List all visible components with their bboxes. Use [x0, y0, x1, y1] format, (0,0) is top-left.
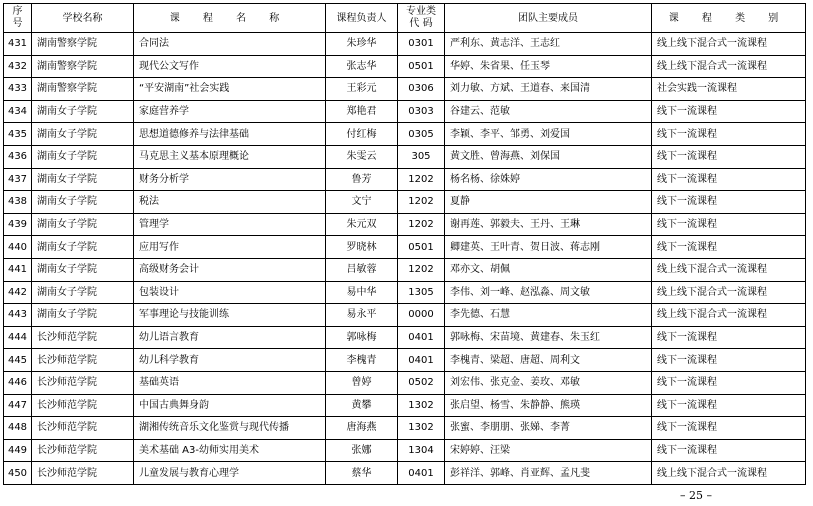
cell-school: 长沙师范学院 [32, 417, 134, 440]
cell-code: 0301 [398, 33, 445, 56]
cell-no: 434 [4, 100, 32, 123]
cell-members: 李伟、刘一峰、赵泓淼、周文敏 [445, 281, 652, 304]
cell-no: 444 [4, 326, 32, 349]
cell-school: 湖南女子学院 [32, 304, 134, 327]
cell-school: 湖南警察学院 [32, 33, 134, 56]
cell-school: 湖南女子学院 [32, 213, 134, 236]
table-row [4, 55, 806, 78]
cell-members: 严利东、黄志洋、王志红 [445, 33, 652, 56]
cell-course: 思想道德修养与法律基础 [134, 123, 326, 146]
cell-code: 1304 [398, 439, 445, 462]
cell-members: 刘力敏、方斌、王道春、来国清 [445, 78, 652, 101]
cell-leader: 李槐青 [326, 349, 398, 372]
cell-school: 长沙师范学院 [32, 439, 134, 462]
cell-category: 线下一流课程 [652, 349, 806, 372]
cell-course: 财务分析学 [134, 168, 326, 191]
header-code-line2: 代 码 [409, 18, 433, 29]
cell-no: 439 [4, 213, 32, 236]
cell-code: 0303 [398, 100, 445, 123]
cell-members: 张启望、杨雪、朱静静、熊瑛 [445, 394, 652, 417]
cell-category: 社会实践一流课程 [652, 78, 806, 101]
cell-code: 1202 [398, 213, 445, 236]
header-leader: 课程负责人 [326, 4, 398, 33]
header-seq-line1: 序 [12, 6, 23, 17]
cell-leader: 王彩元 [326, 78, 398, 101]
cell-no: 441 [4, 258, 32, 281]
cell-category: 线上线下混合式一流课程 [652, 304, 806, 327]
cell-no: 448 [4, 417, 32, 440]
cell-category: 线下一流课程 [652, 123, 806, 146]
table-row [4, 281, 806, 304]
cell-category: 线上线下混合式一流课程 [652, 462, 806, 485]
cell-school: 湖南女子学院 [32, 236, 134, 259]
cell-leader: 张志华 [326, 55, 398, 78]
table-row [4, 168, 806, 191]
header-members: 团队主要成员 [445, 4, 652, 33]
cell-category: 线下一流课程 [652, 326, 806, 349]
cell-code: 1202 [398, 191, 445, 214]
cell-school: 湖南女子学院 [32, 145, 134, 168]
table-row [4, 371, 806, 394]
table-row [4, 78, 806, 101]
cell-school: 湖南警察学院 [32, 78, 134, 101]
cell-members: 彭祥洋、郭峰、肖亚辉、孟凡斐 [445, 462, 652, 485]
cell-course: 幼儿语言教育 [134, 326, 326, 349]
cell-school: 长沙师范学院 [32, 462, 134, 485]
header-code-line1: 专业类 [406, 6, 436, 17]
cell-course: 军事理论与技能训练 [134, 304, 326, 327]
cell-category: 线上线下混合式一流课程 [652, 55, 806, 78]
cell-course: 应用写作 [134, 236, 326, 259]
cell-course: 管理学 [134, 213, 326, 236]
cell-category: 线下一流课程 [652, 191, 806, 214]
header-category [652, 4, 806, 33]
cell-code: 1202 [398, 258, 445, 281]
cell-code: 0306 [398, 78, 445, 101]
cell-no: 440 [4, 236, 32, 259]
cell-leader: 曾婷 [326, 371, 398, 394]
cell-course: 儿童发展与教育心理学 [134, 462, 326, 485]
cell-members: 夏静 [445, 191, 652, 214]
cell-leader: 唐海燕 [326, 417, 398, 440]
cell-school: 湖南女子学院 [32, 281, 134, 304]
cell-members: 华婷、朱省果、任玉琴 [445, 55, 652, 78]
cell-no: 442 [4, 281, 32, 304]
table-row [4, 417, 806, 440]
cell-course: 税法 [134, 191, 326, 214]
cell-code: 0501 [398, 236, 445, 259]
cell-members: 张蜜、李朋朋、张娣、李菁 [445, 417, 652, 440]
table-row [4, 394, 806, 417]
cell-course: 美术基础 A3-幼师实用美术 [134, 439, 326, 462]
cell-no: 436 [4, 145, 32, 168]
course-table [3, 3, 806, 485]
cell-no: 446 [4, 371, 32, 394]
cell-course: 幼儿科学教育 [134, 349, 326, 372]
cell-members: 郭咏梅、宋苗境、黄建春、朱玉红 [445, 326, 652, 349]
cell-course: 中国古典舞身韵 [134, 394, 326, 417]
cell-members: 邓亦文、胡佩 [445, 258, 652, 281]
cell-category: 线下一流课程 [652, 417, 806, 440]
cell-category: 线下一流课程 [652, 145, 806, 168]
cell-leader: 付红梅 [326, 123, 398, 146]
cell-category: 线下一流课程 [652, 371, 806, 394]
table-row [4, 349, 806, 372]
cell-school: 湖南女子学院 [32, 191, 134, 214]
page-number: – 25 – [680, 489, 712, 502]
cell-school: 长沙师范学院 [32, 371, 134, 394]
course-table-container [3, 3, 806, 485]
cell-school: 长沙师范学院 [32, 394, 134, 417]
cell-code: 1302 [398, 394, 445, 417]
cell-school: 长沙师范学院 [32, 349, 134, 372]
cell-leader: 罗晓林 [326, 236, 398, 259]
header-code [398, 4, 445, 33]
cell-course: 包装设计 [134, 281, 326, 304]
cell-code: 0501 [398, 55, 445, 78]
cell-leader: 郭咏梅 [326, 326, 398, 349]
cell-course: “平安湖南”社会实践 [134, 78, 326, 101]
cell-category: 线上线下混合式一流课程 [652, 33, 806, 56]
cell-no: 438 [4, 191, 32, 214]
cell-code: 0000 [398, 304, 445, 327]
cell-code: 0401 [398, 349, 445, 372]
cell-members: 杨名杨、徐姝婷 [445, 168, 652, 191]
cell-members: 刘宏伟、张克金、姜玫、邓敏 [445, 371, 652, 394]
cell-leader: 蔡华 [326, 462, 398, 485]
cell-members: 李先德、石慧 [445, 304, 652, 327]
cell-members: 李槐青、梁超、唐超、周利文 [445, 349, 652, 372]
header-course [134, 4, 326, 33]
cell-members: 宋婷婷、汪梁 [445, 439, 652, 462]
header-school: 学校名称 [32, 4, 134, 33]
cell-no: 447 [4, 394, 32, 417]
cell-course: 家庭营养学 [134, 100, 326, 123]
table-header-row [4, 4, 806, 33]
cell-code: 0401 [398, 326, 445, 349]
table-row [4, 258, 806, 281]
cell-course: 高级财务会计 [134, 258, 326, 281]
cell-leader: 黄攀 [326, 394, 398, 417]
cell-no: 435 [4, 123, 32, 146]
cell-school: 湖南警察学院 [32, 55, 134, 78]
table-row [4, 462, 806, 485]
cell-school: 湖南女子学院 [32, 100, 134, 123]
cell-members: 黄文胜、曾海燕、刘保国 [445, 145, 652, 168]
header-course-label: 课 程 名 称 [169, 12, 290, 24]
cell-code: 1305 [398, 281, 445, 304]
cell-no: 433 [4, 78, 32, 101]
cell-leader: 鲁芳 [326, 168, 398, 191]
cell-no: 431 [4, 33, 32, 56]
table-row [4, 236, 806, 259]
table-row [4, 100, 806, 123]
table-row [4, 145, 806, 168]
cell-no: 449 [4, 439, 32, 462]
cell-leader: 郑艳君 [326, 100, 398, 123]
cell-category: 线下一流课程 [652, 394, 806, 417]
cell-no: 443 [4, 304, 32, 327]
cell-leader: 朱珍华 [326, 33, 398, 56]
cell-no: 437 [4, 168, 32, 191]
cell-leader: 朱雯云 [326, 145, 398, 168]
cell-leader: 张娜 [326, 439, 398, 462]
cell-category: 线上线下混合式一流课程 [652, 258, 806, 281]
header-seq-line2: 号 [12, 18, 23, 29]
cell-code: 1302 [398, 417, 445, 440]
table-row [4, 123, 806, 146]
cell-category: 线下一流课程 [652, 236, 806, 259]
cell-members: 谷建云、范敏 [445, 100, 652, 123]
cell-members: 谢再莲、郭毅夫、王丹、王琳 [445, 213, 652, 236]
header-seq [4, 4, 32, 33]
table-row [4, 326, 806, 349]
cell-code: 0305 [398, 123, 445, 146]
table-row [4, 213, 806, 236]
table-row [4, 191, 806, 214]
cell-leader: 易中华 [326, 281, 398, 304]
cell-course: 基础英语 [134, 371, 326, 394]
cell-course: 湖湘传统音乐文化鉴赏与现代传播 [134, 417, 326, 440]
cell-leader: 吕敏蓉 [326, 258, 398, 281]
cell-code: 0502 [398, 371, 445, 394]
cell-no: 450 [4, 462, 32, 485]
cell-course: 合同法 [134, 33, 326, 56]
cell-leader: 朱元双 [326, 213, 398, 236]
cell-course: 马克思主义基本原理概论 [134, 145, 326, 168]
cell-category: 线下一流课程 [652, 100, 806, 123]
table-row [4, 33, 806, 56]
cell-school: 湖南女子学院 [32, 258, 134, 281]
cell-leader: 文宁 [326, 191, 398, 214]
header-category-label: 课 程 类 别 [668, 12, 789, 24]
cell-category: 线上线下混合式一流课程 [652, 281, 806, 304]
cell-code: 305 [398, 145, 445, 168]
cell-school: 湖南女子学院 [32, 168, 134, 191]
cell-code: 0401 [398, 462, 445, 485]
cell-members: 卿建英、王叶青、贺日波、蒋志刚 [445, 236, 652, 259]
table-row [4, 304, 806, 327]
cell-category: 线下一流课程 [652, 213, 806, 236]
cell-no: 432 [4, 55, 32, 78]
cell-school: 长沙师范学院 [32, 326, 134, 349]
table-row [4, 439, 806, 462]
cell-course: 现代公文写作 [134, 55, 326, 78]
cell-category: 线下一流课程 [652, 168, 806, 191]
cell-code: 1202 [398, 168, 445, 191]
table-body [4, 33, 806, 485]
cell-leader: 易永平 [326, 304, 398, 327]
cell-no: 445 [4, 349, 32, 372]
cell-category: 线下一流课程 [652, 439, 806, 462]
cell-school: 湖南女子学院 [32, 123, 134, 146]
cell-members: 李颖、李平、邹勇、刘爱国 [445, 123, 652, 146]
